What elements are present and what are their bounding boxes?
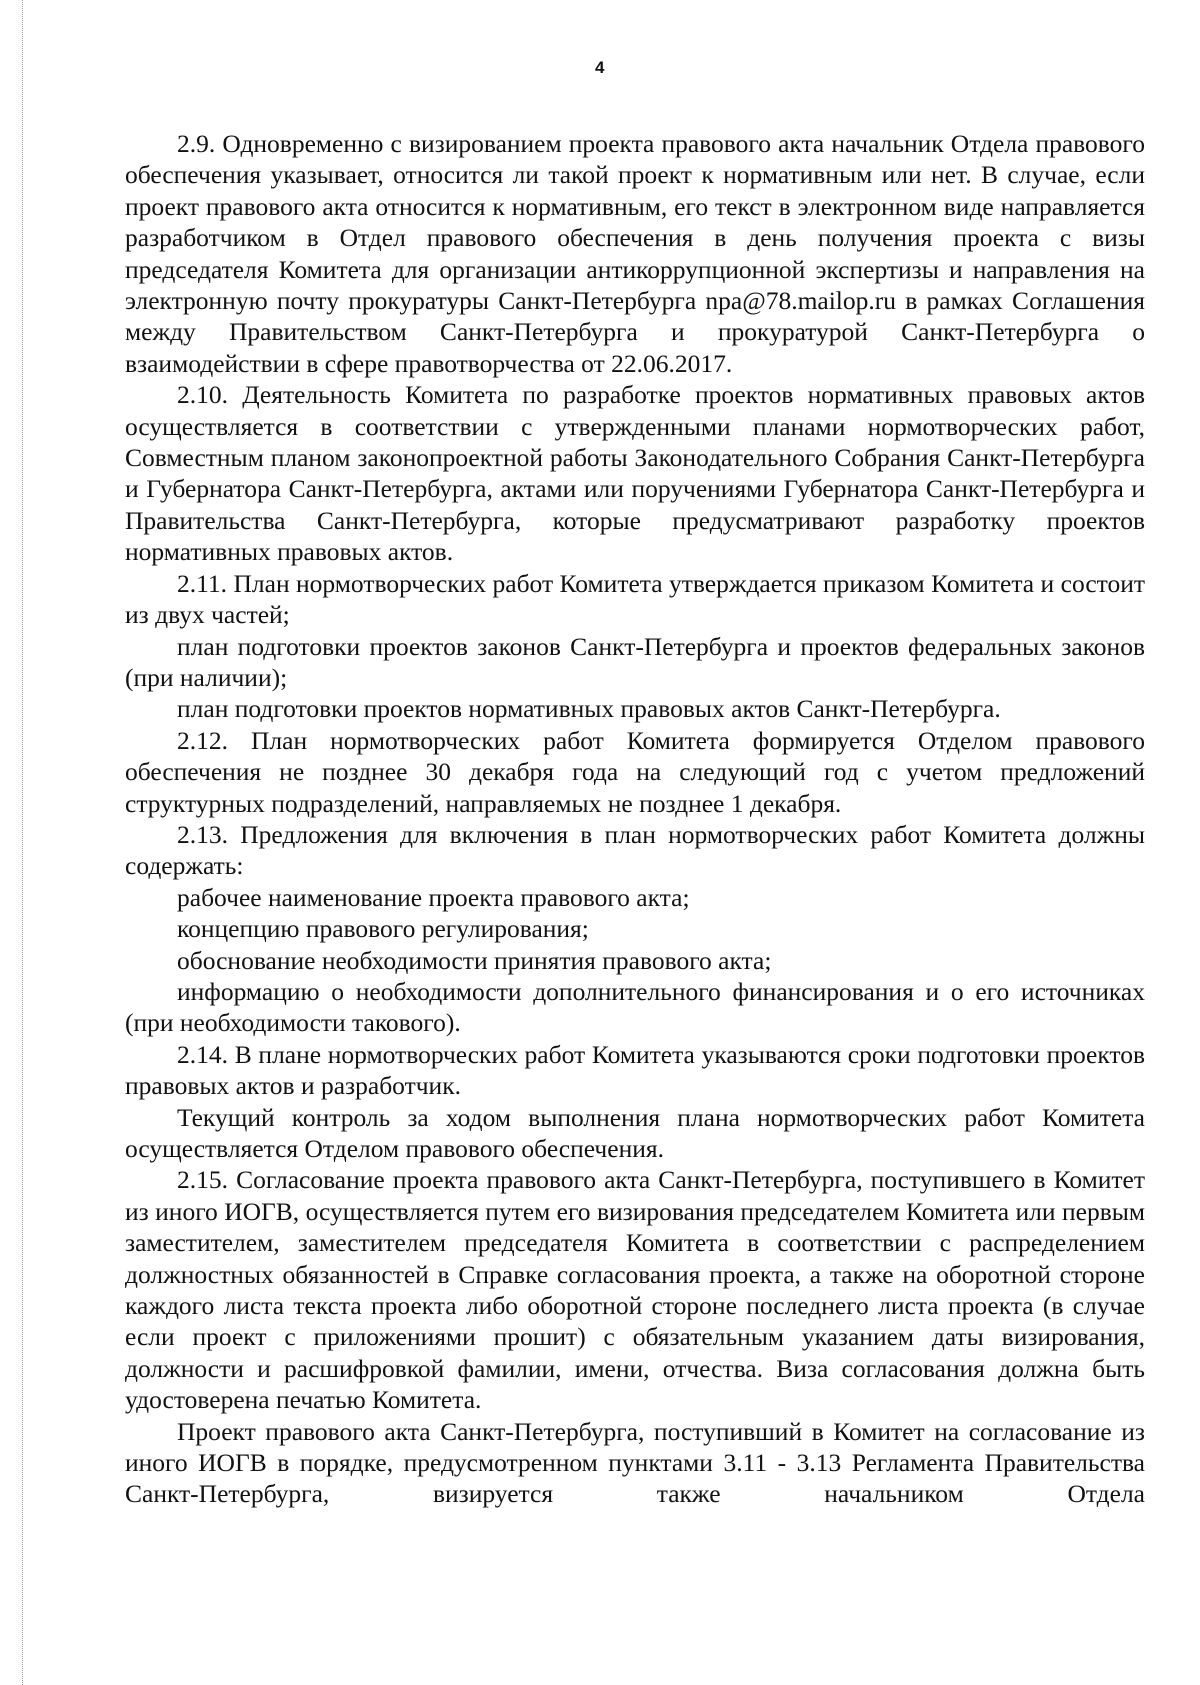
list-item-financing: информацию о необходимости дополнительного финансирования и о его источниках (при необходимости такового). <box>125 976 1145 1038</box>
scan-edge <box>22 0 23 1685</box>
paragraph-2-13: 2.13. Предложения для включения в план нормотворческих работ Комитета должны содержать: <box>125 819 1145 881</box>
paragraph-2-15: 2.15. Согласование проекта правового акта Санкт-Петербурга, поступившего в Комитет из иного ИОГВ, осуществляется путем его визирования председателем Комитета или первым заместителем, заместителем председателя Комитета в соответствии с распределением должностных обязанностей в Справке согласования проекта, а также на оборотной стороне каждого листа текста проекта либо оборотной стороне последнего листа проекта (в случае если проект с приложениями прошит) с обязательным указанием даты визирования, должности и расшифровкой фамилии, имени, отчества. Виза согласования должна быть удостоверена печатью Комитета. <box>125 1165 1145 1415</box>
paragraph-2-11: 2.11. План нормотворческих работ Комитета утверждается приказом Комитета и состоит из двух частей; <box>125 568 1145 630</box>
document-body <box>125 128 1145 1510</box>
list-item-plan-acts: план подготовки проектов нормативных правовых актов Санкт-Петербурга. <box>177 694 1001 724</box>
paragraph-2-9: 2.9. Одновременно с визированием проекта правового акта начальник Отдела правового обеспечения указывает, относится ли такой проект к нормативным или нет. В случае, если проект правового акта относится к нормативным, его текст в электронном виде направляется разработчиком в Отдел правового обеспечения в день получения проекта с визы председателя Комитета для организации антикоррупционной экспертизы и направления на электронную почту прокуратуры Санкт-Петербурга npa@78.mailop.ru в рамках Соглашения между Правительством Санкт-Петербурга и прокуратурой Санкт-Петербурга о взаимодействии в сфере правотворчества от 22.06.2017. <box>125 129 1145 378</box>
paragraph-current-control: Текущий контроль за ходом выполнения плана нормотворческих работ Комитета осуществляется Отделом правового обеспечения. <box>125 1102 1145 1163</box>
list-item-justification: обоснование необходимости принятия правового акта; <box>177 945 772 975</box>
paragraph-2-14: 2.14. В плане нормотворческих работ Комитета указываются сроки подготовки проектов правовых актов и разработчик. <box>125 1039 1145 1101</box>
list-item-plan-laws: план подготовки проектов законов Санкт-Петербурга и проектов федеральных законов (при наличии); <box>125 631 1145 692</box>
list-item-working-title: рабочее наименование проекта правового акта; <box>177 882 690 912</box>
paragraph-project-approval: Проект правового акта Санкт-Петербурга, поступивший в Комитет на согласование из иного ИОГВ в порядке, предусмотренном пунктами 3.11 - 3.13 Регламента Правительства Санкт-Петербурга, визируется также начальником Отдела <box>125 1416 1145 1509</box>
list-item-concept: концепцию правового регулирования; <box>177 914 589 944</box>
page-number: 4 <box>595 58 605 77</box>
paragraph-2-12: 2.12. План нормотворческих работ Комитета формируется Отделом правового обеспечения не позднее 30 декабря года на следующий год с учетом предложений структурных подразделений, направляемых не позднее 1 декабря. <box>125 725 1145 818</box>
paragraph-2-10: 2.10. Деятельность Комитета по разработке проектов нормативных правовых актов осуществляется в соответствии с утвержденными планами нормотворческих работ, Совместным планом законопроектной работы Законодательного Собрания Санкт-Петербурга и Губернатора Санкт-Петербурга, актами или поручениями Губернатора Санкт-Петербурга и Правительства Санкт-Петербурга, которые предусматривают разработку проектов нормативных правовых актов. <box>125 380 1145 567</box>
